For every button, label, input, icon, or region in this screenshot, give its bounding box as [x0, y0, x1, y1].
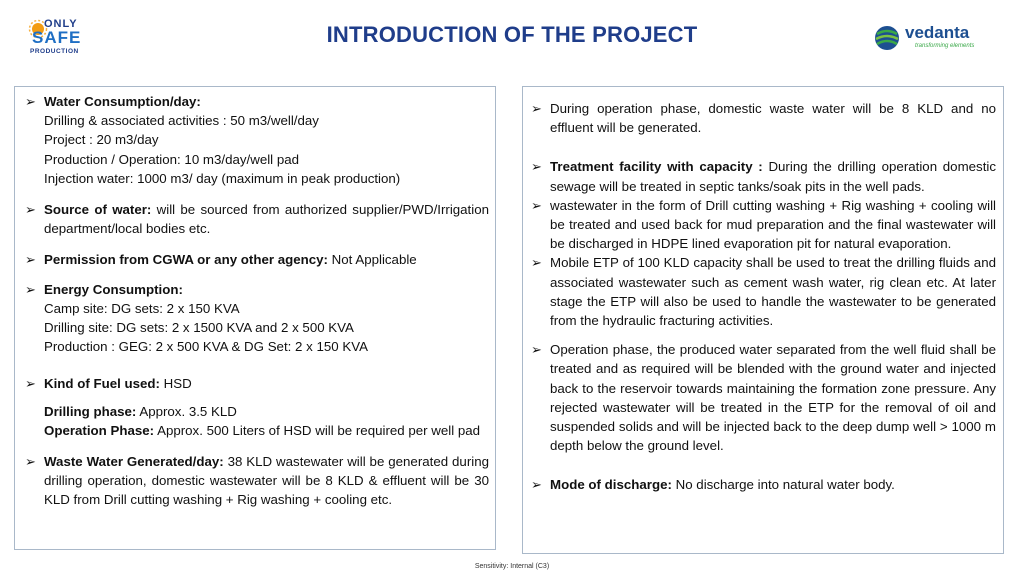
- discharge-label: Mode of discharge:: [550, 477, 672, 493]
- left-content-panel: [14, 86, 496, 550]
- energy-consumption-item: [23, 280, 489, 357]
- energy-line: Production : GEG: 2 x 500 KVA & DG Set: 2 x 150 KVA: [44, 339, 368, 355]
- logo-text-safe: SAFE: [32, 28, 82, 47]
- page-title: INTRODUCTION OF THE PROJECT: [326, 22, 698, 47]
- logo-text-production: PRODUCTION: [30, 48, 79, 55]
- permission-item: [23, 250, 489, 269]
- source-of-water-item: [23, 200, 489, 238]
- drilling-phase-line: [23, 402, 489, 421]
- operation-phase-line: [23, 421, 489, 440]
- water-consumption-label: Water Consumption/day:: [44, 94, 201, 109]
- energy-label: Energy Consumption:: [44, 281, 183, 297]
- energy-line: Camp site: DG sets: 2 x 150 KVA: [44, 300, 240, 316]
- treatment-label: Treatment facility with capacity :: [550, 159, 763, 175]
- sensitivity-footer: Sensitivity: Internal (C3): [474, 563, 550, 570]
- water-line: Project : 20 m3/day: [44, 132, 159, 148]
- fuel-item: [23, 374, 489, 393]
- arrow-bullet-icon: ➢: [531, 159, 542, 175]
- arrow-bullet-icon: ➢: [25, 94, 36, 109]
- drilling-phase-text: Approx. 3.5 KLD: [136, 403, 237, 419]
- fuel-text: HSD: [159, 376, 192, 392]
- wastewater-reuse-text: wastewater in the form of Drill cutting washing + Rig washing + cooling will be treated and used back for mud preparation and the final wastewater will be discharged in HDPE lined evaporation pit for natural evaporation.: [550, 197, 996, 252]
- source-text: will be sourced from authorized supplier/PWD/Irrigation department/local bodies etc.: [44, 202, 489, 237]
- mode-of-discharge-item: [529, 475, 996, 494]
- logo-text-only: ONLY: [44, 18, 78, 30]
- operation-domestic-item: [529, 99, 996, 137]
- operation-domestic-text: During operation phase, domestic waste water will be 8 KLD and no effluent will be generated.: [550, 101, 996, 136]
- vedanta-logo: [873, 22, 1003, 56]
- produced-water-text: Operation phase, the produced water separated from the well fluid shall be treated and as required will be blended with the ground water and injected back to the reservoir towards maintaining the formation zone pressure. Any rejected wastewater will be treated in the ETP for the removal of oil and suspended solids and will be injected back to the deep dump well > 1000 m depth below the ground level.: [550, 342, 996, 454]
- water-consumption-item: [23, 92, 489, 188]
- source-label: Source of water:: [44, 202, 152, 218]
- operation-phase-label: Operation Phase:: [44, 422, 155, 438]
- wastewater-reuse-item: [529, 196, 996, 254]
- arrow-bullet-icon: ➢: [531, 477, 542, 493]
- arrow-bullet-icon: ➢: [25, 202, 36, 218]
- arrow-bullet-icon: ➢: [531, 342, 542, 358]
- mobile-etp-item: [529, 253, 996, 330]
- water-line: Injection water: 1000 m3/ day (maximum in peak production): [44, 170, 401, 186]
- treatment-facility-item: [529, 157, 996, 195]
- produced-water-item: [529, 340, 996, 455]
- treatment-text: During the drilling operation domestic sewage will be treated in septic tanks/soak pits in the well pads.: [550, 159, 996, 194]
- mobile-etp-text: Mobile ETP of 100 KLD capacity shall be used to treat the drilling fluids and associated wastewater such as cement wash water, rig clean etc. At later stage the ETP will also be used to handle the wastewater to be generated from the hydraulic fracturing activities.: [550, 255, 996, 329]
- energy-line: Drilling site: DG sets: 2 x 1500 KVA and 2 x 500 KVA: [44, 320, 354, 336]
- vedanta-name: vedanta: [905, 23, 970, 42]
- arrow-bullet-icon: ➢: [531, 101, 542, 116]
- water-line: Production / Operation: 10 m3/day/well pad: [44, 151, 300, 167]
- operation-phase-text: Approx. 500 Liters of HSD will be required per well pad: [154, 422, 481, 438]
- arrow-bullet-icon: ➢: [25, 252, 36, 268]
- arrow-bullet-icon: ➢: [25, 376, 36, 392]
- right-content-panel: [522, 86, 1004, 554]
- arrow-bullet-icon: ➢: [25, 454, 36, 470]
- waste-water-text: 38 KLD wastewater will be generated during drilling operation, domestic wastewater will be 8 KLD & effluent will be 30 KLD from Drill cutting washing + Rig washing + cooling etc.: [44, 454, 489, 508]
- permission-text: Not Applicable: [327, 252, 417, 268]
- fuel-label: Kind of Fuel used:: [44, 376, 160, 392]
- arrow-bullet-icon: ➢: [531, 197, 542, 213]
- arrow-bullet-icon: ➢: [531, 255, 542, 271]
- water-line: Drilling & associated activities : 50 m3/well/day: [44, 113, 319, 129]
- vedanta-tagline: transforming elements: [915, 43, 975, 49]
- permission-label: Permission from CGWA or any other agency:: [44, 252, 328, 268]
- drilling-phase-label: Drilling phase:: [44, 403, 137, 419]
- waste-water-label: Waste Water Generated/day:: [44, 454, 224, 470]
- waste-water-item: [23, 452, 489, 510]
- vedanta-emblem-icon: [873, 24, 901, 52]
- arrow-bullet-icon: ➢: [25, 281, 36, 297]
- discharge-text: No discharge into natural water body.: [671, 477, 895, 493]
